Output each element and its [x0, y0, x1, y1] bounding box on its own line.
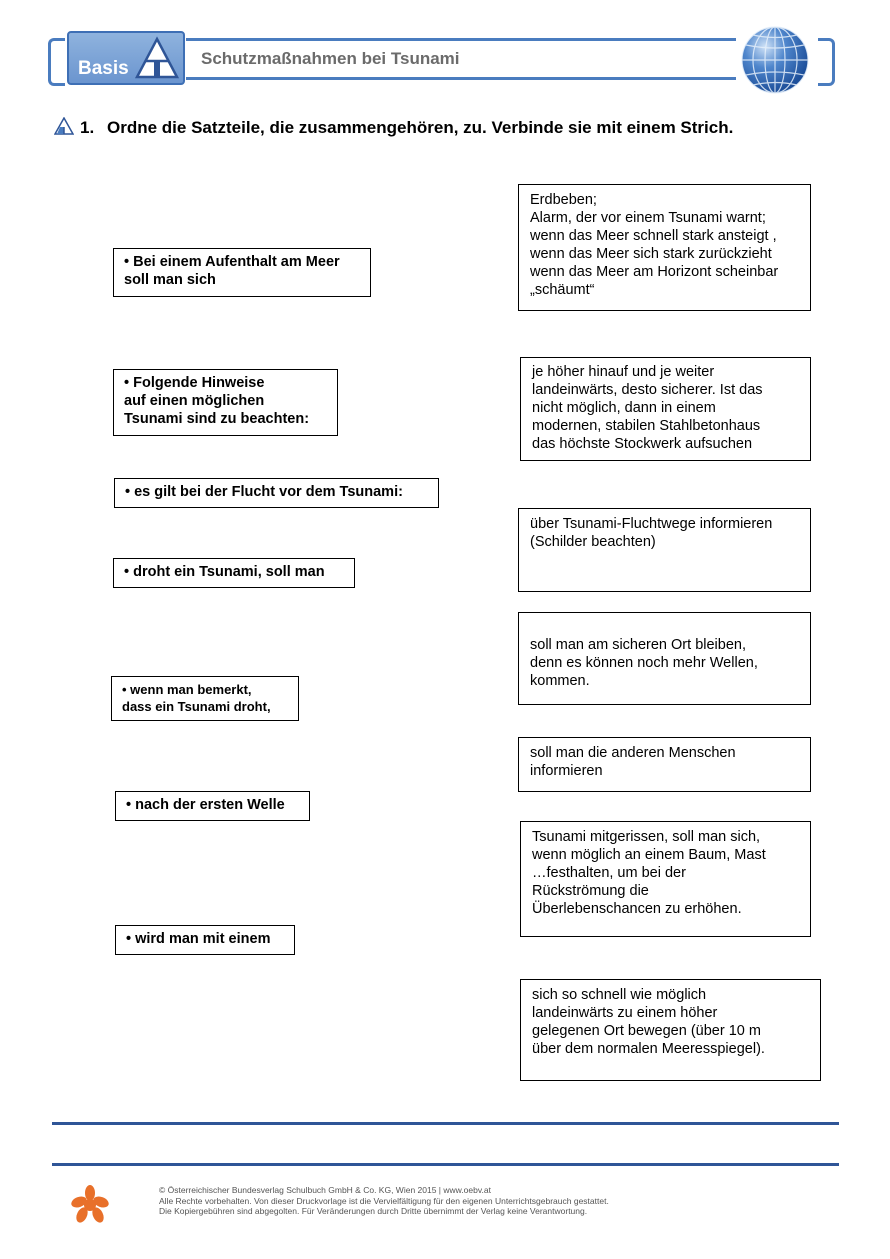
right-item-5[interactable]: soll man die anderen Menschen informieren	[518, 737, 811, 792]
left-item-6[interactable]: • nach der ersten Welle	[115, 791, 310, 821]
right-item-2[interactable]: je höher hinauf und je weiter landeinwärts, desto sicherer. Ist das nicht möglich, dann in einem modernen, stabilen Stahlbetonhaus das höchste Stockwerk aufsuchen	[520, 357, 811, 461]
header-rule-top	[186, 38, 736, 41]
header-bracket-left	[48, 38, 65, 86]
right-item-1[interactable]: Erdbeben; Alarm, der vor einem Tsunami warnt; wenn das Meer schnell stark ansteigt , wenn das Meer sich stark zurückzieht wenn das Meer am Horizont scheinbar „schäumt“	[518, 184, 811, 311]
right-item-6[interactable]: Tsunami mitgerissen, soll man sich, wenn möglich an einem Baum, Mast …festhalten, um bei der Rückströmung die Überlebenschancen zu erhöhen.	[520, 821, 811, 937]
header-rule-bottom	[186, 77, 736, 80]
right-item-3[interactable]: über Tsunami-Fluchtwege informieren (Schilder beachten)	[518, 508, 811, 592]
task-instruction: Ordne die Satzteile, die zusammengehören, zu. Verbinde sie mit einem Strich.	[107, 118, 734, 137]
left-item-5[interactable]: • wenn man bemerkt, dass ein Tsunami droht,	[111, 676, 299, 721]
header-bracket-right	[818, 38, 835, 86]
footer-rule-top	[52, 1122, 839, 1125]
right-item-4[interactable]: soll man am sicheren Ort bleiben, denn es können noch mehr Wellen, kommen.	[518, 612, 811, 705]
page-title: Schutzmaßnahmen bei Tsunami	[201, 49, 460, 68]
level-triangle-small-icon	[54, 117, 74, 135]
footer-copyright	[159, 1185, 609, 1217]
left-item-4[interactable]: • droht ein Tsunami, soll man	[113, 558, 355, 588]
left-item-3[interactable]: • es gilt bei der Flucht vor dem Tsunami:	[114, 478, 439, 508]
footer-line-2: Alle Rechte vorbehalten. Von dieser Druckvorlage ist die Vervielfältigung für den eigenen Unterrichtsgebrauch gestattet.	[159, 1195, 609, 1206]
left-item-7[interactable]: • wird man mit einem	[115, 925, 295, 955]
footer-line-1: © Österreichischer Bundesverlag Schulbuch GmbH & Co. KG, Wien 2015 | www.oebv.at	[159, 1185, 491, 1195]
task-number: 1.	[80, 118, 95, 137]
footer-rule-bottom	[52, 1163, 839, 1166]
footer-line-3: Die Kopiergebühren sind abgegolten. Für Veränderungen durch Dritte übernimmt der Verlag keine Verantwortung.	[159, 1206, 588, 1216]
left-item-1[interactable]: • Bei einem Aufenthalt am Meer soll man sich	[113, 248, 371, 297]
basis-badge-label: Basis	[78, 58, 129, 79]
publisher-logo-icon	[70, 1184, 110, 1224]
left-item-2[interactable]: • Folgende Hinweise auf einen möglichen Tsunami sind zu beachten:	[113, 369, 338, 436]
right-item-7[interactable]: sich so schnell wie möglich landeinwärts zu einem höher gelegenen Ort bewegen (über 10 m über dem normalen Meeresspiegel).	[520, 979, 821, 1081]
level-triangle-icon	[134, 36, 180, 80]
globe-icon	[740, 25, 810, 95]
